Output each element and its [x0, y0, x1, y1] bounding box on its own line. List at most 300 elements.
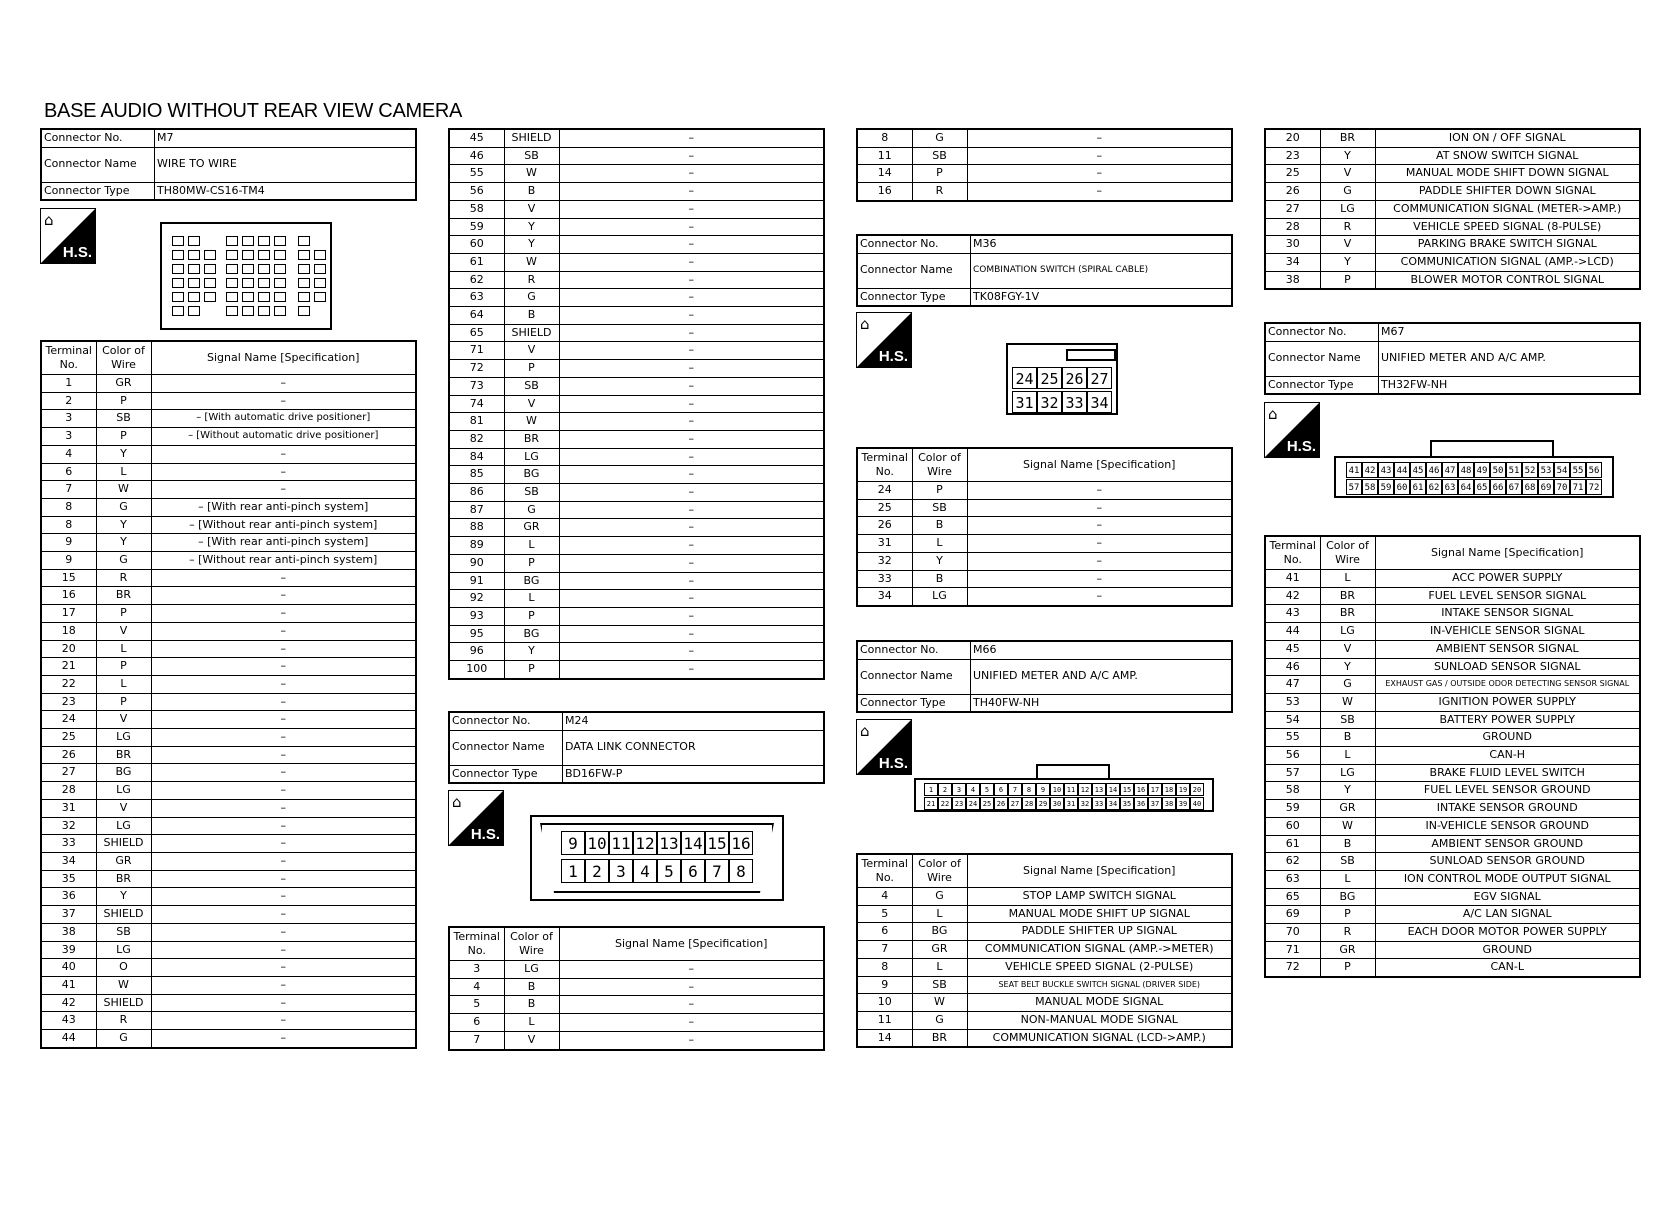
connector-cavity — [274, 236, 286, 246]
wire-color-cell: W — [96, 976, 151, 994]
signal-name-cell: – — [151, 658, 416, 676]
wire-color-cell: Y — [96, 888, 151, 906]
connector-cavity — [298, 264, 310, 274]
terminal-no-cell: 70 — [1265, 924, 1320, 942]
connector-type-label: Connector Type — [857, 288, 971, 306]
signal-name-cell: EXHAUST GAS / OUTSIDE ODOR DETECTING SENSOR SIGNAL — [1375, 676, 1640, 694]
table-row — [857, 570, 1232, 588]
terminal-no-cell: 71 — [449, 342, 504, 360]
m66-connector-type: TH40FW-NH — [971, 694, 1233, 712]
terminal-no-cell: 25 — [41, 729, 96, 747]
wire-color-cell: V — [96, 622, 151, 640]
table-row — [449, 324, 824, 342]
table-row — [449, 430, 824, 448]
signal-name-cell: – — [559, 572, 824, 590]
wire-color-cell: V — [1320, 165, 1375, 183]
wire-color-cell: P — [96, 658, 151, 676]
wire-color-cell: R — [1320, 924, 1375, 942]
wire-color-cell: SB — [912, 147, 967, 165]
connector-cavity — [298, 292, 310, 302]
connector-cavity — [242, 306, 254, 316]
signal-name-cell: – — [559, 501, 824, 519]
m36-connector-diagram — [1006, 343, 1118, 415]
terminal-no-cell: 10 — [857, 994, 912, 1012]
terminal-no-cell: 41 — [41, 976, 96, 994]
connector-pin: 1 — [561, 859, 585, 883]
signal-name-cell: – — [151, 941, 416, 959]
signal-name-cell: ION ON / OFF SIGNAL — [1375, 129, 1640, 147]
signal-name-cell: BRAKE FLUID LEVEL SWITCH — [1375, 764, 1640, 782]
signal-name-cell: SUNLOAD SENSOR SIGNAL — [1375, 658, 1640, 676]
m7-terminal-continued — [448, 128, 825, 680]
connector-pin: 47 — [1442, 462, 1458, 478]
table-row — [1265, 200, 1640, 218]
signal-name-cell: – — [559, 590, 824, 608]
wire-color-cell: BG — [96, 764, 151, 782]
connector-cavity — [258, 264, 270, 274]
terminal-no-cell: 92 — [449, 590, 504, 608]
connector-pin: 27 — [1087, 367, 1112, 389]
m66-terminal-table — [856, 853, 1233, 1048]
signal-name-cell: – — [151, 959, 416, 977]
wire-color-cell: B — [1320, 729, 1375, 747]
terminal-no-cell: 18 — [41, 622, 96, 640]
connector-name-label: Connector Name — [857, 253, 971, 288]
terminal-no-cell: 23 — [41, 693, 96, 711]
wire-color-cell: W — [1320, 693, 1375, 711]
connector-pin: 13 — [1092, 783, 1106, 796]
table-row — [1265, 236, 1640, 254]
connector-no-label: Connector No. — [857, 641, 971, 659]
signal-name-cell: – — [967, 482, 1232, 500]
table-row — [1265, 218, 1640, 236]
table-row — [41, 852, 416, 870]
table-row — [41, 481, 416, 499]
terminal-no-cell: 14 — [857, 165, 912, 183]
m24-section — [448, 711, 825, 784]
table-row — [857, 994, 1232, 1012]
connector-cavity — [242, 264, 254, 274]
connector-pin: 69 — [1538, 479, 1554, 495]
table-row — [449, 501, 824, 519]
signal-name-cell: – — [151, 835, 416, 853]
harness-side-icon: ⌂ H.S. — [856, 719, 912, 775]
terminal-no-cell: 63 — [449, 289, 504, 307]
terminal-no-cell: 54 — [1265, 711, 1320, 729]
connector-type-label: Connector Type — [1265, 376, 1379, 394]
terminal-no-header: Terminal No. — [449, 927, 504, 961]
terminal-no-cell: 38 — [41, 923, 96, 941]
table-row — [449, 307, 824, 325]
table-row — [449, 537, 824, 555]
table-row — [449, 996, 824, 1014]
terminal-no-cell: 45 — [1265, 640, 1320, 658]
connector-name-label: Connector Name — [1265, 341, 1379, 376]
connector-name-label: Connector Name — [857, 659, 971, 694]
m24-connector-name: DATA LINK CONNECTOR — [563, 730, 825, 765]
terminal-no-cell: 6 — [449, 1014, 504, 1032]
connector-pin: 40 — [1190, 797, 1204, 810]
wire-color-cell: BG — [912, 923, 967, 941]
terminal-no-cell: 46 — [449, 147, 504, 165]
signal-name-cell: – — [559, 1014, 824, 1032]
wire-color-cell: BR — [1320, 605, 1375, 623]
connector-cavity — [274, 292, 286, 302]
connector-cavity — [188, 306, 200, 316]
connector-name-label: Connector Name — [41, 147, 155, 182]
wire-color-cell: G — [1320, 183, 1375, 201]
terminal-no-cell: 64 — [449, 307, 504, 325]
connector-cavity — [258, 250, 270, 260]
connector-cavity — [172, 278, 184, 288]
table-row — [449, 978, 824, 996]
signal-name-cell: PADDLE SHIFTER UP SIGNAL — [967, 923, 1232, 941]
connector-pin: 27 — [1008, 797, 1022, 810]
signal-name-cell: – — [559, 271, 824, 289]
connector-pin: 49 — [1474, 462, 1490, 478]
wire-color-cell: P — [96, 428, 151, 446]
signal-name-cell: – — [967, 588, 1232, 606]
terminal-no-cell: 55 — [1265, 729, 1320, 747]
signal-name-cell: – — [559, 360, 824, 378]
terminal-no-cell: 88 — [449, 519, 504, 537]
m7-terminal-table-continued — [448, 128, 825, 680]
table-row — [41, 552, 416, 570]
wire-color-cell: SHIELD — [96, 835, 151, 853]
wire-color-cell: P — [96, 605, 151, 623]
wire-color-cell: BG — [1320, 888, 1375, 906]
signal-name-cell: – — [151, 817, 416, 835]
m24-connector-type: BD16FW-P — [563, 765, 825, 783]
terminal-no-cell: 95 — [449, 625, 504, 643]
connector-pin: 45 — [1410, 462, 1426, 478]
wire-color-cell: LG — [1320, 623, 1375, 641]
terminal-no-cell: 8 — [41, 498, 96, 516]
table-row — [41, 622, 416, 640]
signal-name-cell: – — [559, 625, 824, 643]
m67-connector-type: TH32FW-NH — [1379, 376, 1641, 394]
terminal-no-cell: 61 — [449, 253, 504, 271]
signal-name-cell: IGNITION POWER SUPPLY — [1375, 693, 1640, 711]
color-of-wire-header: Color of Wire — [1320, 536, 1375, 570]
terminal-no-cell: 65 — [449, 324, 504, 342]
signal-name-cell: NON-MANUAL MODE SIGNAL — [967, 1011, 1232, 1029]
table-row — [1265, 959, 1640, 977]
signal-name-cell: – — [151, 994, 416, 1012]
wire-color-cell: BR — [912, 1029, 967, 1047]
connector-pin: 2 — [938, 783, 952, 796]
signal-name-cell: – — [151, 852, 416, 870]
signal-name-cell: COMMUNICATION SIGNAL (AMP.->LCD) — [1375, 253, 1640, 271]
wire-color-cell: W — [504, 253, 559, 271]
table-row — [41, 587, 416, 605]
connector-cavity — [242, 278, 254, 288]
table-row — [1265, 147, 1640, 165]
wire-color-cell: Y — [504, 643, 559, 661]
harness-side-icon: ⌂ H.S. — [1264, 402, 1320, 458]
terminal-no-cell: 27 — [1265, 200, 1320, 218]
terminal-no-cell: 23 — [1265, 147, 1320, 165]
terminal-no-cell: 21 — [41, 658, 96, 676]
signal-name-cell: – — [151, 693, 416, 711]
connector-cavity — [298, 250, 310, 260]
table-row — [857, 552, 1232, 570]
table-row — [449, 590, 824, 608]
wire-color-cell: R — [1320, 218, 1375, 236]
m67-section — [1264, 322, 1641, 395]
terminal-no-cell: 58 — [449, 200, 504, 218]
signal-name-cell: – — [559, 377, 824, 395]
connector-pin: 25 — [980, 797, 994, 810]
wire-color-cell: Y — [1320, 782, 1375, 800]
signal-name-cell: – [With rear anti-pinch system] — [151, 498, 416, 516]
signal-name-cell: – [Without rear anti-pinch system] — [151, 516, 416, 534]
terminal-no-cell: 60 — [449, 236, 504, 254]
wire-color-cell: B — [504, 978, 559, 996]
wire-color-cell: V — [504, 1031, 559, 1049]
signal-name-cell: – — [559, 147, 824, 165]
connector-pin: 71 — [1570, 479, 1586, 495]
table-row — [449, 129, 824, 147]
m36-section — [856, 234, 1233, 307]
table-row — [857, 129, 1232, 147]
signal-name-cell: PARKING BRAKE SWITCH SIGNAL — [1375, 236, 1640, 254]
wire-color-cell: L — [1320, 870, 1375, 888]
connector-cavity — [314, 264, 326, 274]
connector-pin: 19 — [1176, 783, 1190, 796]
table-row — [449, 271, 824, 289]
connector-cavity — [172, 292, 184, 302]
table-row — [449, 147, 824, 165]
table-row — [41, 605, 416, 623]
m67-connector-no: M67 — [1379, 323, 1641, 341]
signal-name-cell: – — [967, 535, 1232, 553]
connector-pin: 20 — [1190, 783, 1204, 796]
terminal-no-cell: 82 — [449, 430, 504, 448]
connector-type-label: Connector Type — [449, 765, 563, 783]
terminal-no-cell: 56 — [1265, 747, 1320, 765]
m67-connector-diagram — [1334, 456, 1614, 498]
table-row — [857, 941, 1232, 959]
wire-color-cell: GR — [1320, 941, 1375, 959]
harness-side-icon: ⌂ H.S. — [856, 312, 912, 368]
connector-cavity — [226, 278, 238, 288]
signal-name-cell: AMBIENT SENSOR SIGNAL — [1375, 640, 1640, 658]
table-row — [449, 572, 824, 590]
signal-name-cell: – — [967, 570, 1232, 588]
terminal-no-cell: 56 — [449, 183, 504, 201]
table-row — [41, 658, 416, 676]
wire-color-cell: BG — [504, 466, 559, 484]
terminal-no-cell: 86 — [449, 484, 504, 502]
signal-name-cell: ION CONTROL MODE OUTPUT SIGNAL — [1375, 870, 1640, 888]
connector-pin: 54 — [1554, 462, 1570, 478]
table-row — [41, 1030, 416, 1048]
wire-color-cell: GR — [96, 375, 151, 393]
connector-pin: 41 — [1346, 462, 1362, 478]
table-row — [449, 413, 824, 431]
wire-color-cell: G — [96, 552, 151, 570]
signal-name-cell: SEAT BELT BUCKLE SWITCH SIGNAL (DRIVER SIDE) — [967, 976, 1232, 994]
table-row — [857, 923, 1232, 941]
connector-pin: 38 — [1162, 797, 1176, 810]
terminal-no-cell: 84 — [449, 448, 504, 466]
signal-name-header: Signal Name [Specification] — [151, 341, 416, 375]
signal-name-cell: PADDLE SHIFTER DOWN SIGNAL — [1375, 183, 1640, 201]
connector-pin: 42 — [1362, 462, 1378, 478]
signal-name-cell: – — [559, 484, 824, 502]
signal-name-cell: – — [151, 675, 416, 693]
wire-color-cell: G — [912, 888, 967, 906]
table-row — [449, 625, 824, 643]
wire-color-cell: SHIELD — [504, 129, 559, 147]
terminal-no-cell: 6 — [41, 463, 96, 481]
wire-color-cell: L — [504, 590, 559, 608]
connector-cavity — [298, 306, 310, 316]
wire-color-cell: LG — [504, 448, 559, 466]
connector-pin: 15 — [705, 831, 729, 855]
connector-cavity — [274, 306, 286, 316]
terminal-no-cell: 31 — [41, 799, 96, 817]
table-row — [1265, 782, 1640, 800]
connector-pin: 26 — [1062, 367, 1087, 389]
table-row — [1265, 658, 1640, 676]
table-row — [1265, 253, 1640, 271]
wire-color-cell: W — [96, 481, 151, 499]
m7-terminal-continued-2 — [856, 128, 1233, 202]
wire-color-cell: SHIELD — [96, 906, 151, 924]
connector-pin: 4 — [633, 859, 657, 883]
wire-color-cell: LG — [96, 782, 151, 800]
wire-color-cell: SB — [912, 499, 967, 517]
wire-color-cell: LG — [504, 961, 559, 979]
connector-pin: 12 — [633, 831, 657, 855]
terminal-no-cell: 81 — [449, 413, 504, 431]
terminal-no-cell: 72 — [449, 360, 504, 378]
wire-color-cell: B — [504, 183, 559, 201]
wire-color-cell: P — [504, 607, 559, 625]
wire-color-cell: P — [504, 661, 559, 679]
connector-pin: 36 — [1134, 797, 1148, 810]
signal-name-cell: – — [559, 165, 824, 183]
signal-name-cell: – — [967, 165, 1232, 183]
signal-name-cell: COMMUNICATION SIGNAL (LCD->AMP.) — [967, 1029, 1232, 1047]
connector-pin: 7 — [705, 859, 729, 883]
table-row — [41, 746, 416, 764]
signal-name-cell: MANUAL MODE SIGNAL — [967, 994, 1232, 1012]
m7-connector-no: M7 — [155, 129, 417, 147]
connector-type-label: Connector Type — [41, 182, 155, 200]
connector-pin: 8 — [729, 859, 753, 883]
signal-name-cell: A/C LAN SIGNAL — [1375, 906, 1640, 924]
terminal-no-cell: 4 — [449, 978, 504, 996]
signal-name-cell: EGV SIGNAL — [1375, 888, 1640, 906]
m36-info-table — [856, 234, 1233, 307]
table-row — [449, 360, 824, 378]
table-row — [41, 817, 416, 835]
connector-cavity — [226, 306, 238, 316]
table-row — [1265, 729, 1640, 747]
connector-cavity — [274, 278, 286, 288]
connector-cavity — [242, 292, 254, 302]
connector-pin: 13 — [657, 831, 681, 855]
wire-color-cell: SHIELD — [96, 994, 151, 1012]
connector-cavity — [226, 292, 238, 302]
connector-cavity — [188, 236, 200, 246]
signal-name-cell: – — [559, 413, 824, 431]
wire-color-cell: Y — [96, 445, 151, 463]
signal-name-cell: – [With automatic drive positioner] — [151, 410, 416, 428]
wire-color-cell: R — [504, 271, 559, 289]
table-row — [1265, 165, 1640, 183]
signal-name-header: Signal Name [Specification] — [559, 927, 824, 961]
terminal-no-cell: 11 — [857, 1011, 912, 1029]
signal-name-cell: – [Without automatic drive positioner] — [151, 428, 416, 446]
signal-name-cell: ACC POWER SUPPLY — [1375, 570, 1640, 588]
signal-name-cell: – — [559, 200, 824, 218]
wire-color-cell: P — [96, 693, 151, 711]
signal-name-cell: – — [559, 307, 824, 325]
connector-pin: 26 — [994, 797, 1008, 810]
terminal-no-cell: 43 — [1265, 605, 1320, 623]
connector-pin: 18 — [1162, 783, 1176, 796]
wire-color-cell: SB — [504, 147, 559, 165]
table-row — [1265, 835, 1640, 853]
terminal-no-cell: 25 — [857, 499, 912, 517]
terminal-no-cell: 42 — [1265, 587, 1320, 605]
signal-name-cell: – — [151, 799, 416, 817]
table-row — [41, 941, 416, 959]
terminal-no-cell: 45 — [449, 129, 504, 147]
terminal-no-cell: 57 — [1265, 764, 1320, 782]
terminal-no-cell: 20 — [1265, 129, 1320, 147]
wire-color-cell: P — [96, 392, 151, 410]
m67-terminal-table — [1264, 535, 1641, 978]
signal-name-cell: – — [151, 622, 416, 640]
table-row — [41, 711, 416, 729]
m66-info-table — [856, 640, 1233, 713]
connector-pin: 9 — [561, 831, 585, 855]
terminal-no-cell: 7 — [857, 941, 912, 959]
terminal-no-cell: 73 — [449, 377, 504, 395]
terminal-no-cell: 8 — [857, 129, 912, 147]
terminal-no-cell: 27 — [41, 764, 96, 782]
table-row — [449, 643, 824, 661]
connector-cavity — [188, 250, 200, 260]
connector-type-label: Connector Type — [857, 694, 971, 712]
connector-pin: 23 — [952, 797, 966, 810]
connector-cavity — [298, 236, 310, 246]
terminal-no-cell: 24 — [41, 711, 96, 729]
connector-pin: 33 — [1092, 797, 1106, 810]
table-row — [41, 640, 416, 658]
connector-pin: 51 — [1506, 462, 1522, 478]
connector-pin: 6 — [994, 783, 1008, 796]
connector-cavity — [298, 278, 310, 288]
terminal-no-cell: 47 — [1265, 676, 1320, 694]
terminal-no-cell: 93 — [449, 607, 504, 625]
terminal-no-cell: 3 — [41, 428, 96, 446]
signal-name-cell: – — [151, 906, 416, 924]
wire-color-cell: L — [96, 463, 151, 481]
connector-pin: 24 — [1012, 367, 1037, 389]
terminal-no-cell: 39 — [41, 941, 96, 959]
connector-no-label: Connector No. — [1265, 323, 1379, 341]
signal-name-cell: – — [559, 218, 824, 236]
signal-name-cell: – — [967, 183, 1232, 201]
m7-terminal-section — [40, 340, 417, 1049]
signal-name-cell: – — [151, 764, 416, 782]
